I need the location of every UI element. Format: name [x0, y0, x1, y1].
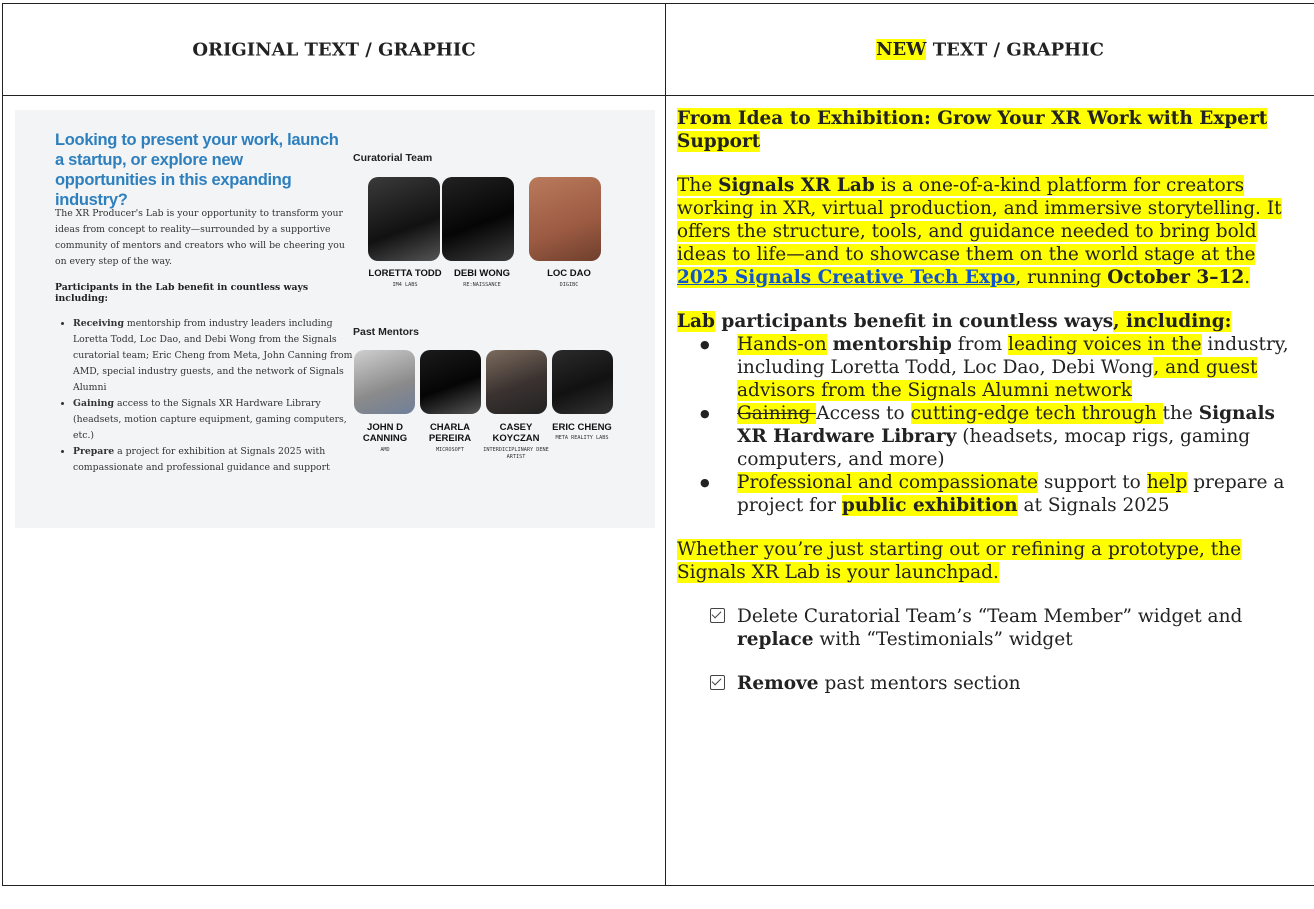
eric-cheng-photo — [552, 350, 613, 414]
loc-dao-photo — [529, 177, 601, 261]
debi-wong-photo — [442, 177, 514, 261]
john-canning-photo — [354, 350, 415, 414]
original-cell — [3, 96, 666, 886]
header-original: ORIGINAL TEXT / GRAPHIC — [3, 4, 666, 96]
curator-org: IM4 LABS — [392, 282, 418, 288]
list-item: ● Professional and compassionate support to help prepare a project for public exhibition at Signals 2025 — [737, 471, 1308, 517]
mentor-org: INTERDICIPLINARY DENE ARTIST — [483, 447, 549, 460]
new-intro-paragraph: The Signals XR Lab is a one-of-a-kind platform for creators working in XR, virtual production, and immersive storytelling. It offers the structure, tools, and guidance needed to bring bold ideas to life—and to showcase them on the world stage at the 2025 Signals Creative Tech Expo, running October 3–12. — [677, 175, 1282, 288]
mentor-org: AMD — [380, 447, 390, 453]
checklist-item[interactable]: Delete Curatorial Team’s “Team Member” widget and replace with “Testimonials” widget — [677, 605, 1308, 651]
original-intro: The XR Producer's Lab is your opportunity to transform your ideas from concept to reality—surrounded by a supportive community of mentors and creators who will be cheering you on every step of the way. — [55, 208, 345, 267]
new-text — [666, 96, 1314, 695]
list-item: ● Hands-on mentorship from leading voices in the industry, including Loretta Todd, Loc Dao, Debi Wong, and guest advisors from the Signals Alumni network — [737, 333, 1308, 402]
new-cell — [666, 96, 1314, 886]
curator-org: RE:NAISSANCE — [463, 282, 501, 288]
mentor-org: MICROSOFT — [435, 447, 465, 453]
checkbox-checked-icon[interactable] — [710, 675, 725, 690]
curator-name: LORETTA TODD — [368, 268, 442, 279]
mentor-org: META REALITY LABS — [555, 435, 609, 441]
new-benefits-list — [677, 333, 1308, 517]
original-screenshot — [15, 110, 655, 528]
curator-name: LOC DAO — [547, 268, 591, 279]
comparison-table — [2, 3, 1314, 886]
mentor-name: CASEY KOYCZAN — [492, 422, 540, 444]
expo-link[interactable]: 2025 Signals Creative Tech Expo — [677, 267, 1016, 288]
checklist-item[interactable]: Remove past mentors section — [677, 672, 1308, 695]
mentor-name: CHARLA PEREIRA — [428, 422, 472, 444]
new-closing: Whether you’re just starting out or refining a prototype, the Signals XR Lab is your launchpad. — [677, 539, 1242, 583]
checkbox-checked-icon[interactable] — [710, 608, 725, 623]
new-heading: From Idea to Exhibition: Grow Your XR Work with Expert Support — [677, 108, 1268, 152]
mentor-name: JOHN D CANNING — [362, 422, 408, 444]
curator-org: DIGIBC — [559, 282, 579, 288]
loretta-todd-photo — [368, 177, 440, 261]
original-heading: Looking to present your work, launch a startup, or explore new opportunities in this expanding industry? — [55, 131, 339, 209]
original-benefits-lead: Participants in the Lab benefit in countless ways including: — [55, 282, 309, 304]
new-benefits-lead: Lab participants benefit in countless ways, including: — [677, 311, 1232, 332]
curatorial-team-title: Curatorial Team — [353, 152, 433, 164]
mentor-name: ERIC CHENG — [552, 422, 612, 433]
charla-pereira-photo — [420, 350, 481, 414]
list-item: • Gaining access to the Signals XR Hardware Library (headsets, motion capture equipment, gaming computers, etc.) — [73, 396, 363, 444]
original-benefits-list — [63, 316, 363, 476]
header-new: NEW TEXT / GRAPHIC — [666, 4, 1314, 96]
header-new-highlight: NEW — [876, 39, 927, 61]
curator-name: DEBI WONG — [454, 268, 510, 279]
list-item: • Receiving mentorship from industry leaders including Loretta Todd, Loc Dao, and Debi Wong from the Signals curatorial team; Eric Cheng from Meta, John Canning from AMD, special industry guests, and the network of Signals Alumni — [73, 316, 363, 396]
list-item: ● Gaining Access to cutting-edge tech through the Signals XR Hardware Library (headsets, mocap rigs, gaming computers, and more) — [737, 402, 1308, 471]
past-mentors-title: Past Mentors — [353, 326, 419, 338]
casey-koyczan-photo — [486, 350, 547, 414]
list-item: • Prepare a project for exhibition at Signals 2025 with compassionate and professional guidance and support — [73, 444, 363, 476]
